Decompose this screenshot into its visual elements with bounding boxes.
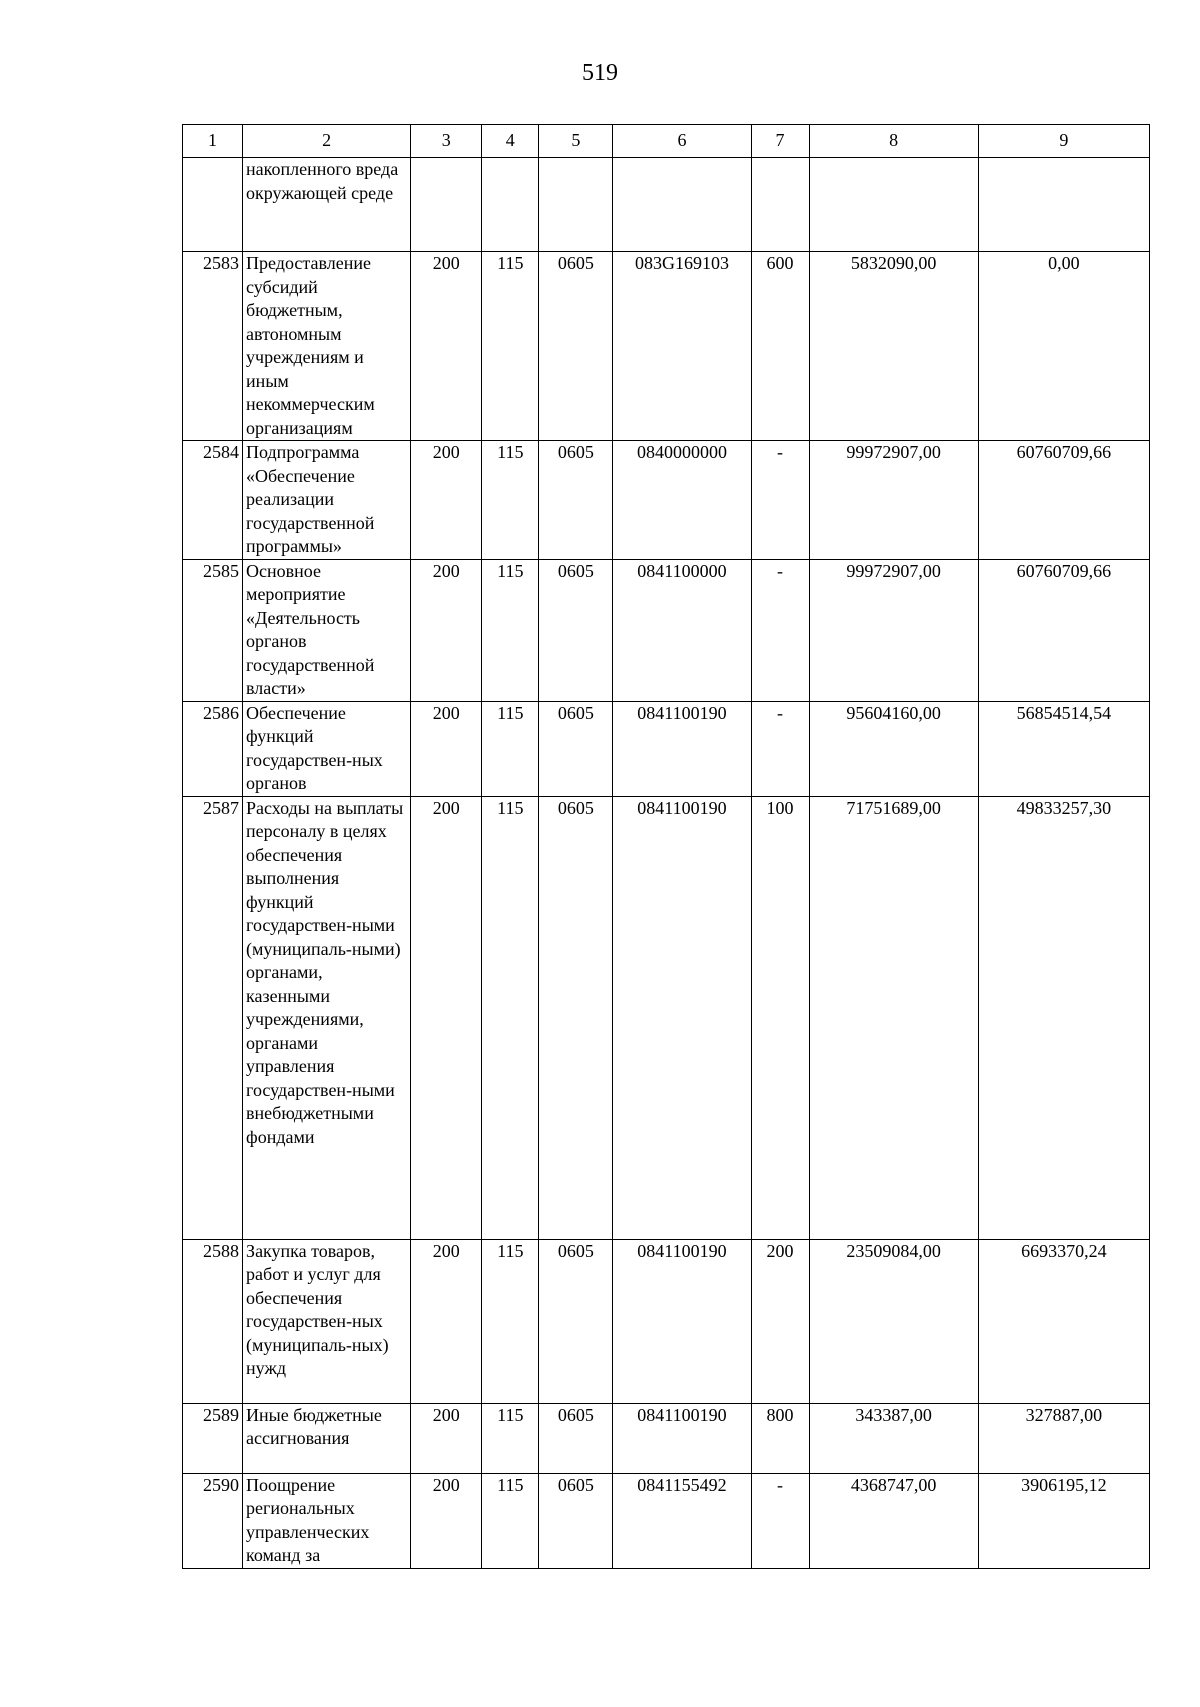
- row-number-cell: 2584: [183, 441, 243, 560]
- row-number-cell: 2585: [183, 559, 243, 701]
- row-number-cell: 2588: [183, 1239, 243, 1403]
- cell-col5: 0605: [539, 559, 613, 701]
- cell-col4: 115: [482, 1403, 539, 1473]
- cell-col5: 0605: [539, 1403, 613, 1473]
- cell-col6: 0841100190: [613, 796, 751, 1239]
- column-header: 1: [183, 125, 243, 158]
- cell-col5: 0605: [539, 796, 613, 1239]
- cell-col6: 0841155492: [613, 1473, 751, 1568]
- cell-col5: 0605: [539, 252, 613, 441]
- cell-col3: 200: [411, 701, 482, 796]
- amount-cell-col8: 99972907,00: [809, 441, 978, 560]
- table-row: [183, 252, 1150, 441]
- table-row: [183, 796, 1150, 1239]
- cell-col7: -: [751, 441, 809, 560]
- amount-cell-col9: 60760709,66: [978, 441, 1149, 560]
- column-header: 3: [411, 125, 482, 158]
- cell-col4: 115: [482, 252, 539, 441]
- cell-col3: 200: [411, 1473, 482, 1568]
- column-header: 4: [482, 125, 539, 158]
- description-cell: Обеспечение функций государствен-ных органов: [243, 701, 411, 796]
- cell-col4: 115: [482, 1473, 539, 1568]
- amount-cell-col9: [978, 158, 1149, 252]
- cell-col7: -: [751, 559, 809, 701]
- table-row: [183, 701, 1150, 796]
- amount-cell-col8: 71751689,00: [809, 796, 978, 1239]
- cell-col6: 083G169103: [613, 252, 751, 441]
- column-header: 6: [613, 125, 751, 158]
- cell-col4: 115: [482, 441, 539, 560]
- cell-col7: -: [751, 701, 809, 796]
- amount-cell-col8: 95604160,00: [809, 701, 978, 796]
- description-cell: Расходы на выплаты персоналу в целях обеспечения выполнения функций государствен-ными (муниципаль-ными) органами, казенными учреждениями, органами управления государствен-ными внебюджетными фондами: [243, 796, 411, 1239]
- column-header: 5: [539, 125, 613, 158]
- cell-col6: 0841100000: [613, 559, 751, 701]
- amount-cell-col8: 343387,00: [809, 1403, 978, 1473]
- amount-cell-col8: [809, 158, 978, 252]
- row-number-cell: 2583: [183, 252, 243, 441]
- cell-col7: [751, 158, 809, 252]
- cell-col7: 200: [751, 1239, 809, 1403]
- cell-col3: 200: [411, 559, 482, 701]
- amount-cell-col9: 60760709,66: [978, 559, 1149, 701]
- table-row: [183, 1473, 1150, 1568]
- cell-col6: 0841100190: [613, 701, 751, 796]
- cell-col3: 200: [411, 441, 482, 560]
- amount-cell-col8: 5832090,00: [809, 252, 978, 441]
- cell-col6: [613, 158, 751, 252]
- table-row: [183, 158, 1150, 252]
- description-cell: Поощрение региональных управленческих команд за: [243, 1473, 411, 1568]
- table-row: [183, 1239, 1150, 1403]
- description-cell: Предоставление субсидий бюджетным, автономным учреждениям и иным некоммерческим организациям: [243, 252, 411, 441]
- table-row: [183, 1403, 1150, 1473]
- description-cell: накопленного вреда окружающей среде: [243, 158, 411, 252]
- column-header: 2: [243, 125, 411, 158]
- cell-col4: [482, 158, 539, 252]
- column-header: 8: [809, 125, 978, 158]
- cell-col6: 0840000000: [613, 441, 751, 560]
- amount-cell-col9: 327887,00: [978, 1403, 1149, 1473]
- cell-col5: 0605: [539, 701, 613, 796]
- amount-cell-col8: 23509084,00: [809, 1239, 978, 1403]
- cell-col6: 0841100190: [613, 1403, 751, 1473]
- amount-cell-col8: 99972907,00: [809, 559, 978, 701]
- cell-col7: 600: [751, 252, 809, 441]
- amount-cell-col9: 56854514,54: [978, 701, 1149, 796]
- table-header-row: [183, 125, 1150, 158]
- description-cell: Закупка товаров, работ и услуг для обеспечения государствен-ных (муниципаль-ных) нужд: [243, 1239, 411, 1403]
- cell-col5: 0605: [539, 441, 613, 560]
- cell-col7: 800: [751, 1403, 809, 1473]
- table-row: [183, 441, 1150, 560]
- row-number-cell: 2590: [183, 1473, 243, 1568]
- row-number-cell: 2589: [183, 1403, 243, 1473]
- amount-cell-col9: 49833257,30: [978, 796, 1149, 1239]
- cell-col4: 115: [482, 796, 539, 1239]
- cell-col5: 0605: [539, 1473, 613, 1568]
- description-cell: Иные бюджетные ассигнования: [243, 1403, 411, 1473]
- amount-cell-col9: 3906195,12: [978, 1473, 1149, 1568]
- amount-cell-col9: 0,00: [978, 252, 1149, 441]
- cell-col6: 0841100190: [613, 1239, 751, 1403]
- description-cell: Подпрограмма «Обеспечение реализации государственной программы»: [243, 441, 411, 560]
- cell-col5: [539, 158, 613, 252]
- cell-col3: 200: [411, 1239, 482, 1403]
- cell-col4: 115: [482, 559, 539, 701]
- row-number-cell: 2586: [183, 701, 243, 796]
- cell-col3: 200: [411, 1403, 482, 1473]
- table-row: [183, 559, 1150, 701]
- column-header: 9: [978, 125, 1149, 158]
- cell-col3: 200: [411, 796, 482, 1239]
- cell-col3: 200: [411, 252, 482, 441]
- amount-cell-col9: 6693370,24: [978, 1239, 1149, 1403]
- row-number-cell: [183, 158, 243, 252]
- cell-col7: -: [751, 1473, 809, 1568]
- page-number: 519: [582, 60, 618, 86]
- cell-col7: 100: [751, 796, 809, 1239]
- budget-table: [182, 124, 1150, 1569]
- cell-col4: 115: [482, 701, 539, 796]
- row-number-cell: 2587: [183, 796, 243, 1239]
- description-cell: Основное мероприятие «Деятельность органов государственной власти»: [243, 559, 411, 701]
- cell-col3: [411, 158, 482, 252]
- cell-col5: 0605: [539, 1239, 613, 1403]
- amount-cell-col8: 4368747,00: [809, 1473, 978, 1568]
- cell-col4: 115: [482, 1239, 539, 1403]
- column-header: 7: [751, 125, 809, 158]
